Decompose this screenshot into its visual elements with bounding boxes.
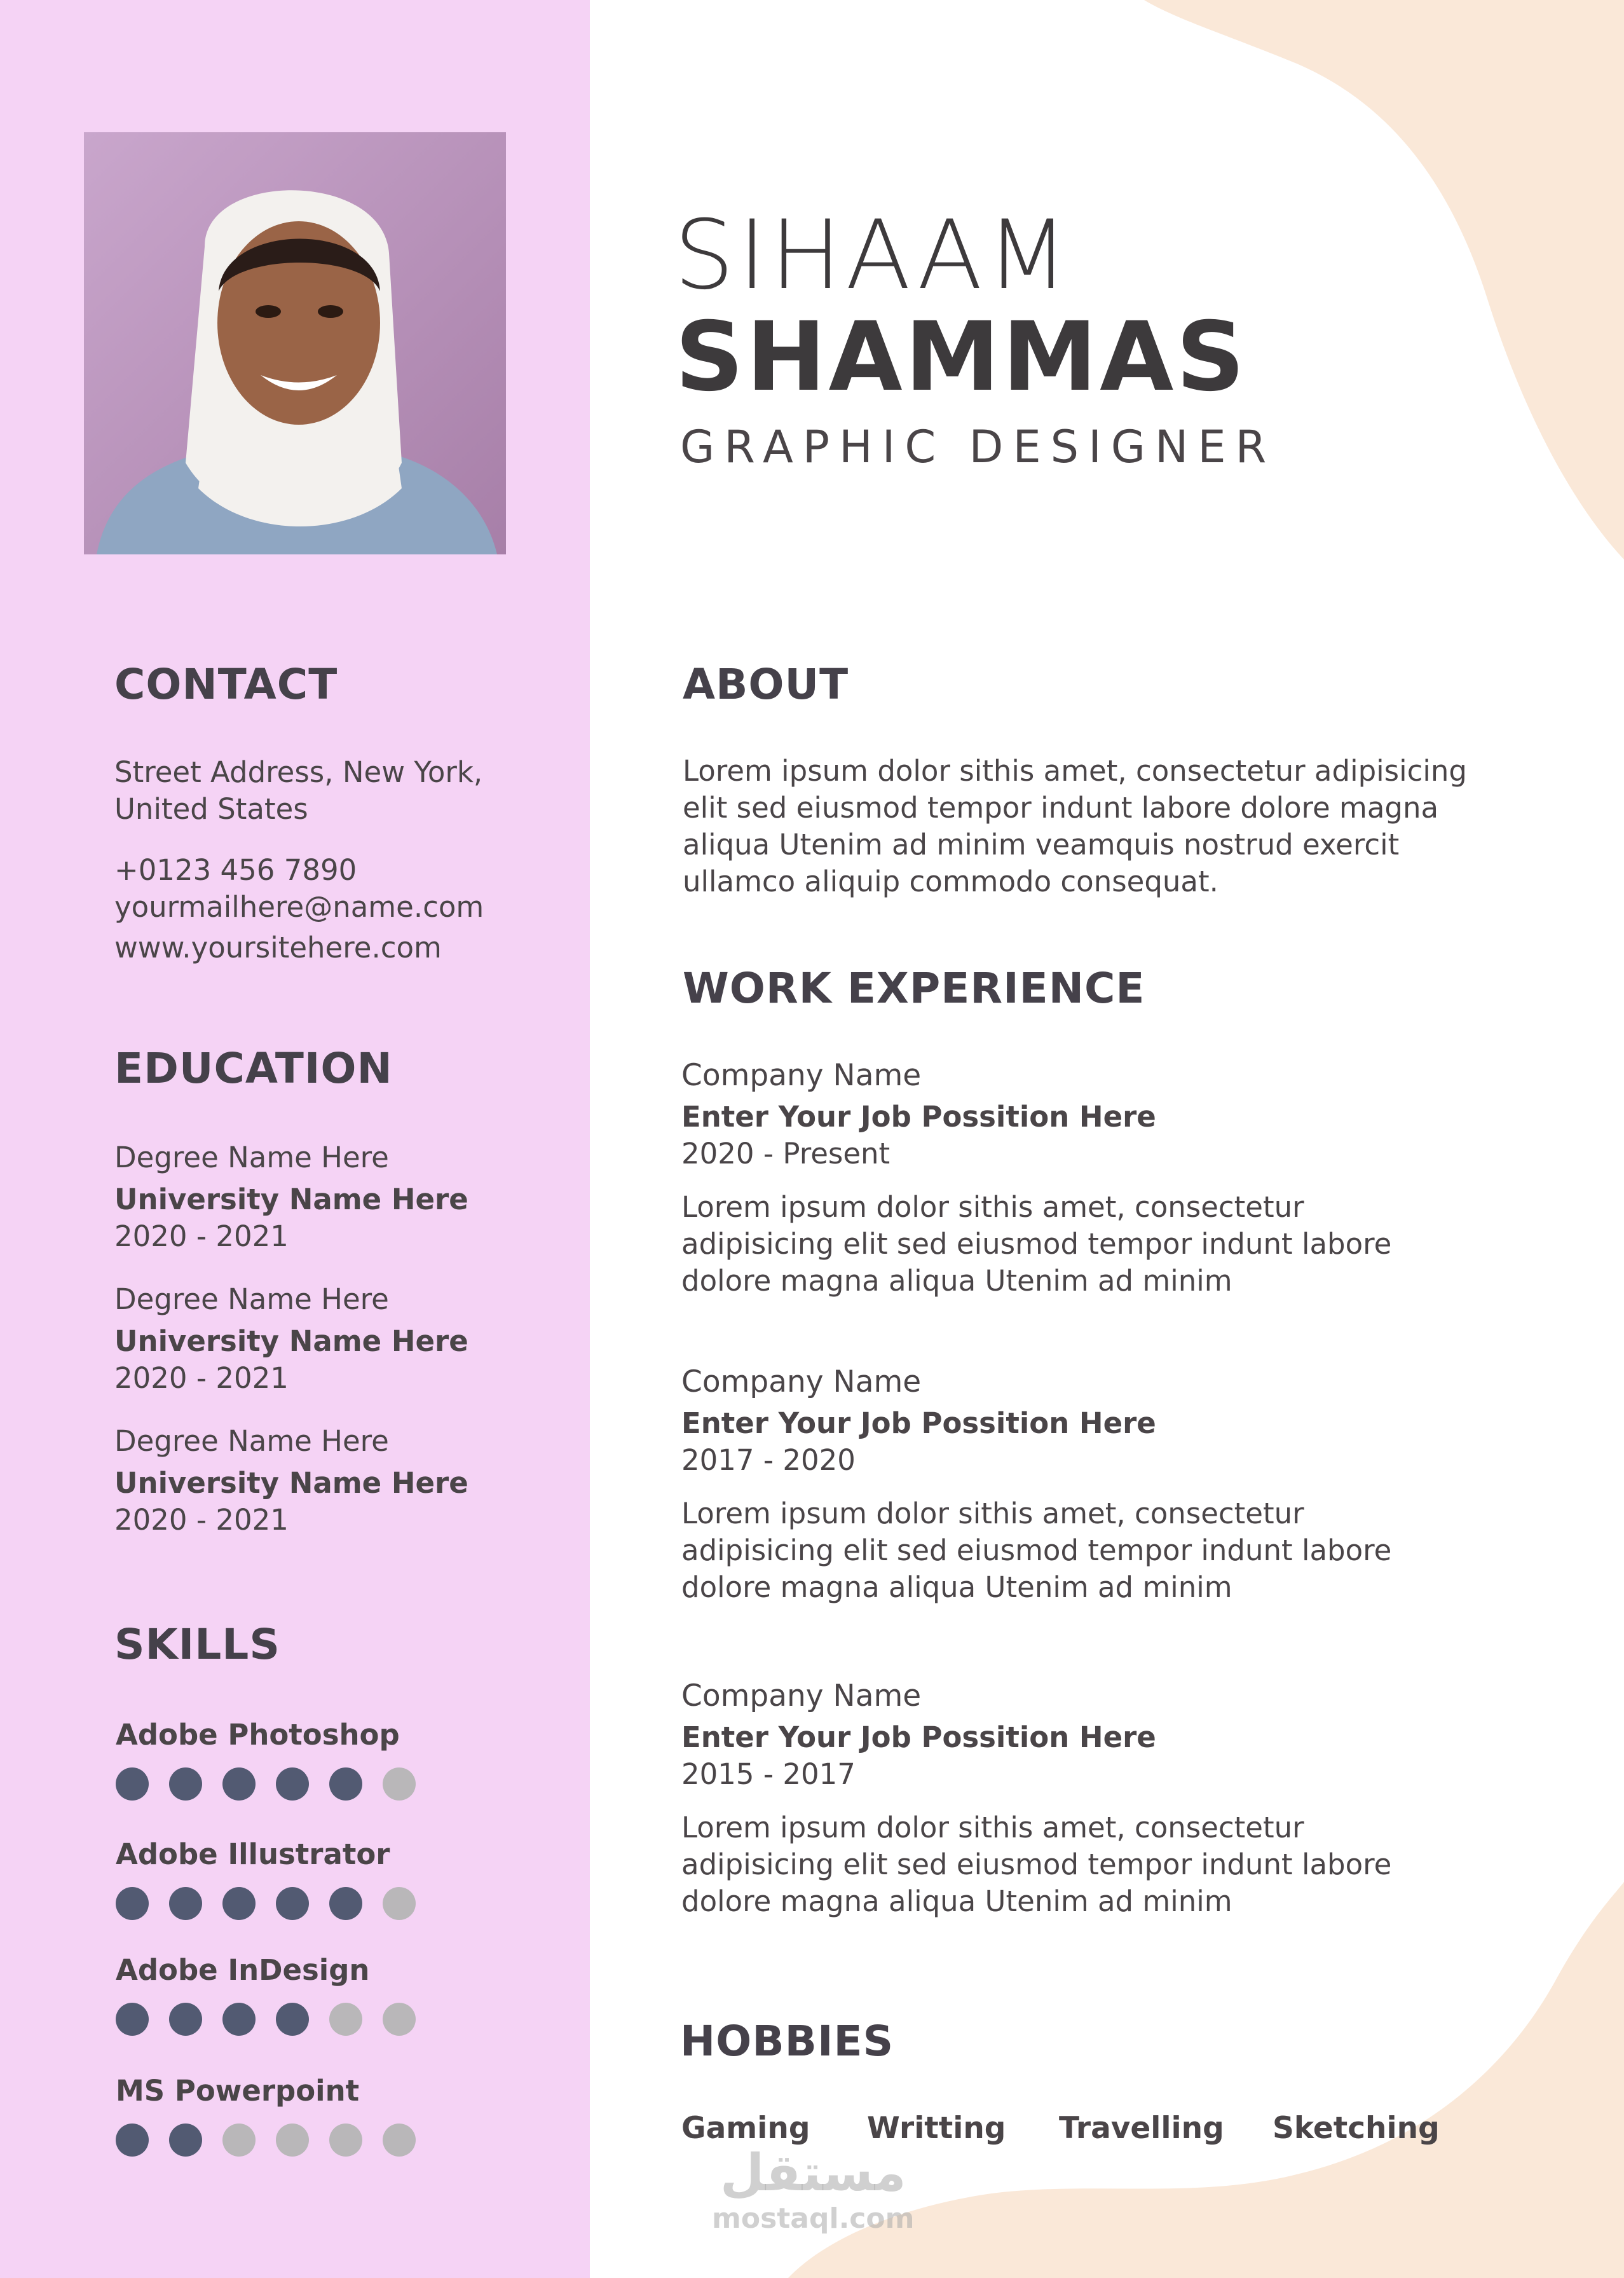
job-description-line: dolore magna aliqua Utenim ad minim xyxy=(681,1570,1232,1604)
job-period: 2020 - Present xyxy=(681,1137,890,1170)
skill-rating xyxy=(116,2003,561,2036)
skill-dot-filled xyxy=(169,1887,202,1920)
job-description-line: adipisicing elit sed eiusmod tempor indunt labore xyxy=(681,1534,1392,1567)
about-text xyxy=(683,753,1467,900)
watermark xyxy=(712,2143,915,2235)
company-name: Company Name xyxy=(681,1058,922,1093)
degree-name: Degree Name Here xyxy=(114,1141,389,1174)
skill-name: Adobe Illustrator xyxy=(116,1837,390,1871)
skill-name: Adobe Photoshop xyxy=(116,1718,400,1752)
last-name: SHAMMAS xyxy=(675,302,1248,413)
skill-item xyxy=(116,2073,561,2157)
skill-dot-filled xyxy=(276,1767,309,1801)
skill-dot-filled xyxy=(276,1887,309,1920)
job-period: 2015 - 2017 xyxy=(681,1757,856,1791)
skill-dot-filled xyxy=(222,1767,256,1801)
skill-dot-filled xyxy=(116,1767,149,1801)
job-title: GRAPHIC DESIGNER xyxy=(680,421,1276,473)
skill-dot-empty xyxy=(276,2124,309,2157)
contact-address: Street Address, New York, United States xyxy=(114,755,483,826)
hobby-item: Sketching xyxy=(1273,2111,1440,2146)
job-position: Enter Your Job Possition Here xyxy=(681,1100,1156,1134)
skill-name: Adobe InDesign xyxy=(116,1953,370,1987)
degree-name: Degree Name Here xyxy=(114,1282,389,1316)
contact-email: yourmailhere@name.com xyxy=(114,890,484,924)
work-experience-heading: WORK EXPERIENCE xyxy=(683,964,1145,1013)
about-line: elit sed eiusmod tempor indunt labore dolore magna xyxy=(683,791,1439,825)
job-description-line: dolore magna aliqua Utenim ad minim xyxy=(681,1264,1232,1298)
about-line: Lorem ipsum dolor sithis amet, consectetur adipisicing xyxy=(683,754,1467,788)
hobbies-list xyxy=(681,2111,1440,2146)
skill-rating xyxy=(116,2124,561,2157)
skill-item xyxy=(116,1717,561,1801)
job-description-line: Lorem ipsum dolor sithis amet, consectetur xyxy=(681,1190,1304,1224)
watermark-domain: mostaql.com xyxy=(712,2202,915,2235)
hobby-item: Gaming xyxy=(681,2111,810,2146)
university-name: University Name Here xyxy=(114,1466,468,1500)
skill-dot-empty xyxy=(222,2124,256,2157)
skill-rating xyxy=(116,1767,561,1801)
skill-item xyxy=(116,1836,561,1920)
skill-dot-empty xyxy=(383,1767,416,1801)
job-description-line: adipisicing elit sed eiusmod tempor indunt labore xyxy=(681,1227,1392,1261)
skill-dot-filled xyxy=(116,2003,149,2036)
contact-heading: CONTACT xyxy=(114,660,338,709)
education-entry xyxy=(114,1139,572,1255)
skill-dot-empty xyxy=(383,2003,416,2036)
job-position: Enter Your Job Possition Here xyxy=(681,1720,1156,1754)
job-position: Enter Your Job Possition Here xyxy=(681,1406,1156,1440)
job-description xyxy=(681,1809,1508,1920)
about-line: aliqua Utenim ad minim veamquis nostrud exercit xyxy=(683,828,1400,861)
job-entry xyxy=(681,1055,1508,1300)
education-years: 2020 - 2021 xyxy=(114,1219,289,1253)
job-description-line: adipisicing elit sed eiusmod tempor indunt labore xyxy=(681,1848,1392,1881)
contact-phone: +0123 456 7890 xyxy=(114,853,357,887)
job-description xyxy=(681,1189,1508,1300)
job-period: 2017 - 2020 xyxy=(681,1443,856,1477)
skill-dot-filled xyxy=(169,2124,202,2157)
skill-dot-empty xyxy=(383,1887,416,1920)
skill-dot-filled xyxy=(169,2003,202,2036)
education-years: 2020 - 2021 xyxy=(114,1503,289,1537)
company-name: Company Name xyxy=(681,1364,922,1399)
hobby-item: Writting xyxy=(867,2111,1006,2146)
skill-rating xyxy=(116,1887,561,1920)
education-years: 2020 - 2021 xyxy=(114,1361,289,1395)
job-description-line: Lorem ipsum dolor sithis amet, consectetur xyxy=(681,1497,1304,1530)
skill-dot-filled xyxy=(222,1887,256,1920)
job-entry xyxy=(681,1362,1508,1606)
contact-website: www.yoursitehere.com xyxy=(114,931,442,964)
job-description-line: Lorem ipsum dolor sithis amet, consectetur xyxy=(681,1811,1304,1844)
hobbies-heading: HOBBIES xyxy=(680,2017,894,2066)
skill-dot-filled xyxy=(169,1767,202,1801)
university-name: University Name Here xyxy=(114,1183,468,1216)
education-heading: EDUCATION xyxy=(114,1044,393,1093)
skill-dot-filled xyxy=(116,2124,149,2157)
skill-dot-empty xyxy=(329,2124,362,2157)
university-name: University Name Here xyxy=(114,1324,468,1358)
about-heading: ABOUT xyxy=(683,660,849,709)
skill-name: MS Powerpoint xyxy=(116,2074,360,2108)
education-entry xyxy=(114,1281,572,1397)
watermark-logo: مستقل xyxy=(720,2143,906,2202)
skill-dot-filled xyxy=(329,1767,362,1801)
about-line: ullamco aliquip commodo consequat. xyxy=(683,865,1218,898)
job-description-line: dolore magna aliqua Utenim ad minim xyxy=(681,1884,1232,1918)
education-entry xyxy=(114,1423,572,1539)
job-description xyxy=(681,1495,1508,1606)
skill-item xyxy=(116,1952,561,2036)
skill-dot-filled xyxy=(116,1887,149,1920)
skill-dot-filled xyxy=(329,1887,362,1920)
skill-dot-filled xyxy=(222,2003,256,2036)
skill-dot-empty xyxy=(383,2124,416,2157)
degree-name: Degree Name Here xyxy=(114,1424,389,1458)
skill-dot-filled xyxy=(276,2003,309,2036)
job-entry xyxy=(681,1676,1508,1920)
first-name: SIHAAM xyxy=(674,200,1073,311)
company-name: Company Name xyxy=(681,1678,922,1713)
skills-heading: SKILLS xyxy=(114,1620,280,1669)
hobby-item: Travelling xyxy=(1059,2111,1224,2146)
skill-dot-empty xyxy=(329,2003,362,2036)
profile-photo xyxy=(84,132,506,554)
